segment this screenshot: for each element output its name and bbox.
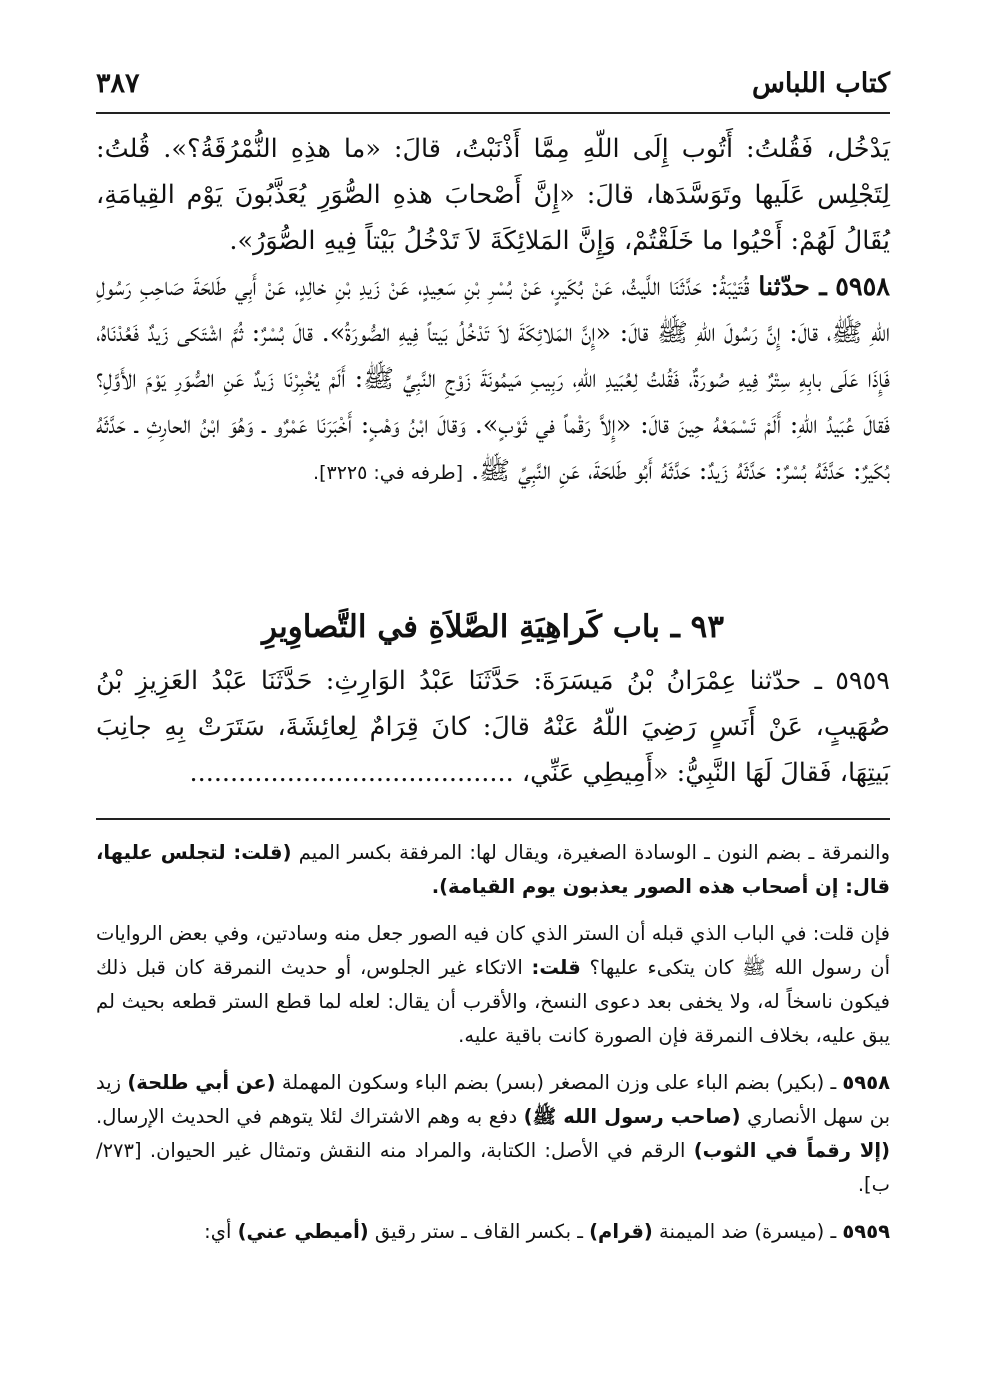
commentary-text: دفع به وهم الاشتراك لئلا يتوهم في الحديث الإرسال.: [96, 1105, 518, 1128]
cross-reference-note: [طرفه في: ٣٢٢٥].: [313, 462, 464, 484]
commentary-divider: [96, 818, 890, 820]
commentary-para-2: [96, 917, 890, 1053]
hadith-lead: ـ حدّثنا: [758, 272, 827, 302]
commentary-quote: (أميطي عني): [237, 1220, 369, 1243]
commentary-number: ٥٩٥٨: [842, 1071, 891, 1094]
commentary-para-1: [96, 836, 890, 904]
hadith-lead: ـ حدّثنا: [749, 666, 822, 696]
commentary-quote: (قلت: لتجلس عليها، قال: إن أصحاب هذه الصور يعذبون يوم القيامة).: [96, 841, 890, 898]
hadith-5959: [96, 658, 890, 796]
hadith-5957-ending: [96, 126, 890, 264]
hadith-number: ٥٩٥٩: [835, 666, 890, 696]
hadith-number: ٥٩٥٨: [835, 272, 891, 302]
commentary-quote: قلت:: [531, 956, 581, 979]
page-number: ٣٨٧: [96, 68, 140, 99]
hadith-5958: [96, 264, 890, 496]
commentary-text: أي:: [204, 1220, 232, 1243]
commentary-quote: (صاحب رسول الله ﷺ): [523, 1105, 741, 1128]
commentary-para-3: [96, 1066, 890, 1202]
commentary-number: ٥٩٥٩: [842, 1220, 890, 1243]
chapter-heading: ٩٣ ـ باب كَراهِيَةِ الصَّلاَةِ في التَّصاوِيرِ: [262, 609, 724, 645]
commentary-text: الاتكاء غير الجلوس، أو حديث النمرقة كان قبل ذلك فيكون ناسخاً له، ولا يخفى بعد دعوى النسخ، والأقرب أن يقال: لعله لما قطع الستر قطعه بحيث لم يبق عليه، بخلاف النمرقة فإن الصورة كانت باقية عليه.: [96, 956, 890, 1047]
commentary-section: [96, 836, 890, 1262]
commentary-quote: (إلا رقماً في الثوب): [693, 1139, 890, 1162]
hadith-text: قُتَيْبَةُ: حَدَّثَنَا اللَّيثُ، عَنْ بُكَيرٍ، عَنْ بُسْرِ بْنِ سَعِيدٍ، عَنْ زَيدِ بْنِ خالِدٍ، عَنْ أَبِي طَلحَةَ صَاحِبِ رَسُولِ اللّهِ ﷺ، قالَ: إِنَّ رَسُولَ اللّهِ ﷺ قالَ: «إِنَّ المَلائِكَةَ لاَ تَدْخُلُ بَيتاً فِيهِ الصُّورَةُ». قالَ بُسْرٌ: ثُمَّ اشْتَكى زَيدٌ فَعُدْنَاهُ، فَإِذَا عَلَى بابِهِ سِتْرٌ فِيهِ صُورَةٌ، فَقُلتُ لِعُبَيدِ اللّهِ، رَبِيبِ مَيمُونَةَ زَوْجِ النَّبِيِّ ﷺ: أَلَمْ يُخْبِرْنَا زَيدٌ عَنِ الصُّوَرِ يَوْمَ الأَوَّلِ؟ فَقالَ عُبَيدُ اللّهِ: أَلَمْ تَسْمَعْهُ حِينَ قالَ: «إِلاَّ رَقْماً في ثَوْبٍ». وَقالَ ابْنُ وَهْبٍ: أَخْبَرَنَا عَمْرٌو ـ وَهُوَ ابْنُ الحارِثِ ـ حَدَّثَهُ بُكَيرٌ: حَدَّثَهُ بُسْرٌ: حَدَّثَهُ زَيدٌ: حَدَّثَهُ أَبُو طَلحَةَ، عَنِ النَّبِيِّ ﷺ.: [96, 272, 890, 486]
commentary-para-4: [96, 1215, 890, 1249]
commentary-text: ـ (ميسرة) ضد الميمنة: [659, 1220, 837, 1243]
book-title: كتاب اللباس: [751, 68, 890, 99]
commentary-text: والنمرقة ـ بضم النون ـ الوسادة الصغيرة، ويقال لها: المرفقة بكسر الميم: [298, 841, 890, 864]
commentary-quote: (عن أبي طلحة): [127, 1071, 276, 1094]
header-divider: [96, 112, 890, 114]
commentary-text: ـ بكسر القاف ـ ستر رقيق: [374, 1220, 583, 1243]
main-text-upper: [96, 126, 890, 496]
page-header: [96, 64, 890, 108]
commentary-text: ـ (بكير) بضم الباء على وزن المصغر (بسر) بضم الباء وسكون المهملة: [281, 1071, 837, 1094]
hadith-text: عِمْرَانُ بْنُ مَيسَرَةَ: حَدَّثَنَا عَبْدُ الوَارِثِ: حَدَّثَنَا عَبْدُ العَزِيزِ بْنُ صُهَيبٍ، عَنْ أَنَسٍ رَضِيَ اللّهُ عَنْهُ قالَ: كانَ قِرَامٌ لِعائِشَةَ، سَتَرَتْ بِهِ جانِبَ بَيتِهَا، فَقالَ لَهَا النَّبِيُّ: «أَمِيطِي عَنِّي،: [96, 666, 890, 788]
continuation-dots: ........................................: [189, 758, 514, 788]
commentary-text: زيد بن سهل الأنصاري: [96, 1071, 891, 1128]
hadith-5957-text: يَدْخُل، فَقُلتُ: أَتُوب إِلَى اللّهِ مِمَّا أَذْنَبْتُ، قالَ: «ما هذِهِ النُّمْرُقَةُ؟». قُلتُ: لِتَجْلِس عَلَيها وتَوَسَّدَها، قالَ: «إِنَّ أَصْحابَ هذهِ الصُّوَرِ يُعَذَّبُونَ يَوْم القِيامَةِ، يُقَالُ لَهُمْ: أَحْيُوا ما خَلَقْتُمْ، وَإِنَّ المَلائِكَةَ لاَ تَدْخُلُ بَيْتاً فِيهِ الصُّوَرُ».: [96, 134, 890, 256]
commentary-text: فإن قلت: في الباب الذي قبله أن الستر الذي كان فيه الصور جعل منه وسادتين، وفي بعض الروايات أن رسول الله ﷺ كان يتكىء عليها؟: [96, 922, 890, 979]
commentary-quote: (قرام): [589, 1220, 653, 1243]
commentary-text: الرقم في الأصل: الكتابة، والمراد منه النقش وتمثال غير الحيوان. [٢٧٣/ب].: [96, 1139, 890, 1196]
main-text-lower: [96, 658, 890, 796]
